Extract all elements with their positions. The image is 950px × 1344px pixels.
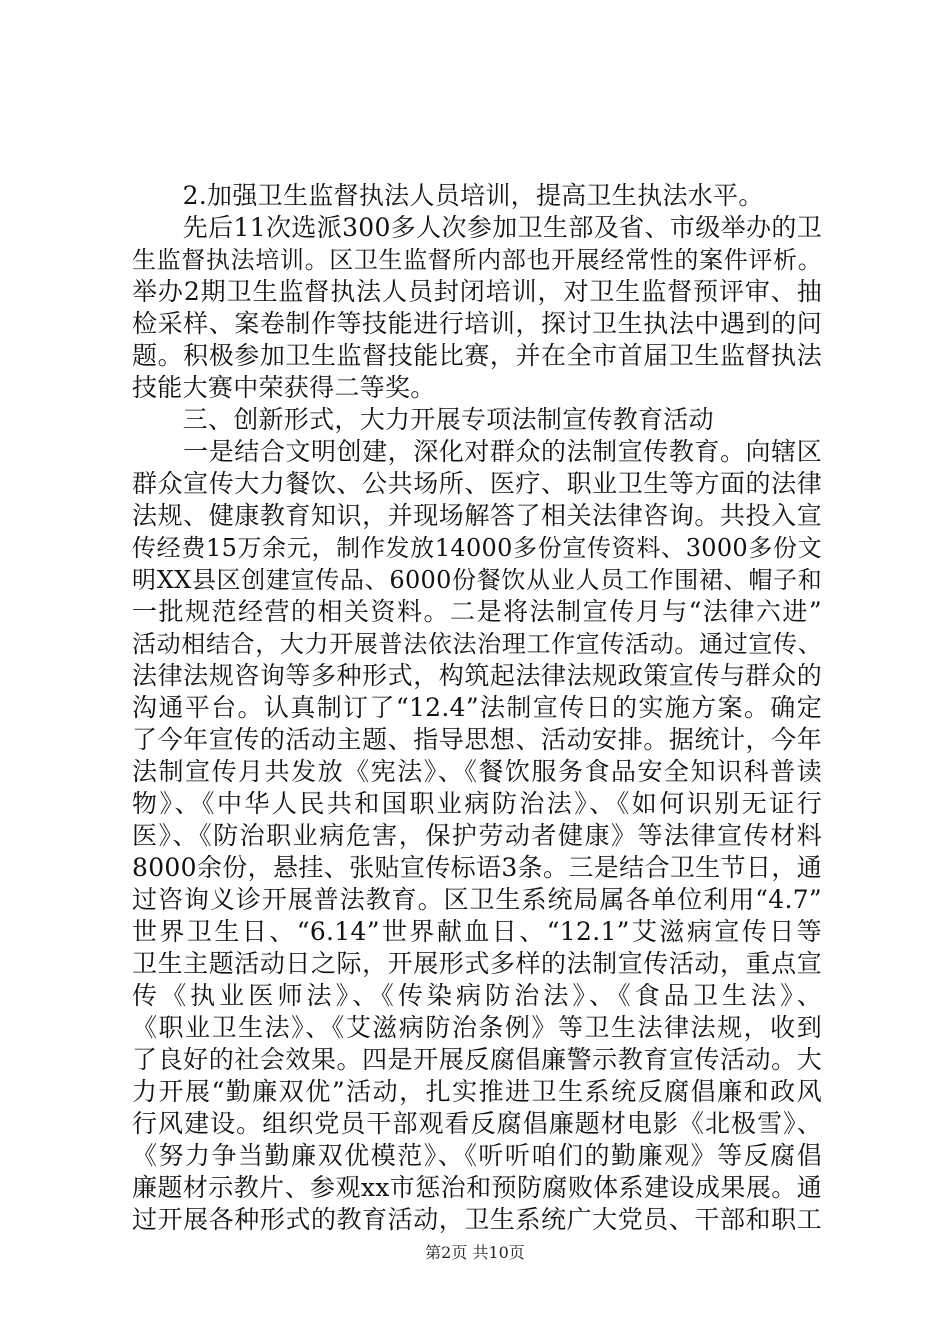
text-line: 过咨询义诊开展普法教育。区卫生系统局属各单位利用“4.7” bbox=[132, 885, 822, 914]
text-line: 检采样、案卷制作等技能进行培训，探讨卫生执法中遇到的问 bbox=[132, 309, 822, 338]
text-line: 《职业卫生法》、《艾滋病防治条例》等卫生法律法规，收到 bbox=[132, 1013, 822, 1042]
text-line: 法规、健康教育知识，并现场解答了相关法律咨询。共投入宣 bbox=[132, 501, 822, 530]
text-line: 生监督执法培训。区卫生监督所内部也开展经常性的案件评析。 bbox=[132, 246, 822, 274]
text-line: 物》、《中华人民共和国职业病防治法》、《如何识别无证行 bbox=[132, 789, 822, 818]
section-heading: 三、创新形式，大力开展专项法制宣传教育活动 bbox=[132, 405, 714, 434]
text-line: 卫生主题活动日之际，开展形式多样的法制宣传活动，重点宣 bbox=[132, 949, 822, 978]
text-line: 廉题材示教片、参观xx市惩治和预防腐败体系建设成果展。通 bbox=[132, 1173, 822, 1202]
text-line: 2.加强卫生监督执法人员培训，提高卫生执法水平。 bbox=[132, 181, 764, 210]
text-line: 过开展各种形式的教育活动，卫生系统广大党员、干部和职工 bbox=[132, 1205, 822, 1234]
text-line: 沟通平台。认真制订了“12.4”法制宣传日的实施方案。确定 bbox=[132, 693, 822, 722]
text-line: 力开展“勤廉双优”活动，扎实推进卫生系统反腐倡廉和政风 bbox=[132, 1077, 822, 1106]
text-line: 了今年宣传的活动主题、指导思想、活动安排。据统计，今年 bbox=[132, 725, 822, 754]
text-line: 先后11次选派300多人次参加卫生部及省、市级举办的卫 bbox=[132, 213, 822, 242]
text-line: 明XX县区创建宣传品、6000份餐饮从业人员工作围裙、帽子和 bbox=[132, 566, 822, 594]
text-line: 法律法规咨询等多种形式，构筑起法律法规政策宣传与群众的 bbox=[132, 661, 822, 690]
text-line: 群众宣传大力餐饮、公共场所、医疗、职业卫生等方面的法律 bbox=[132, 469, 822, 498]
text-line: 行风建设。组织党员干部观看反腐倡廉题材电影《北极雪》、 bbox=[132, 1109, 822, 1138]
text-line: 世界卫生日、“6.14”世界献血日、“12.1”艾滋病宣传日等 bbox=[132, 917, 822, 946]
text-line: 题。积极参加卫生监督技能比赛，并在全市首届卫生监督执法 bbox=[132, 341, 822, 370]
text-line: 《努力争当勤廉双优模范》、《听听咱们的勤廉观》等反腐倡 bbox=[132, 1141, 822, 1170]
text-line: 一是结合文明创建，深化对群众的法制宣传教育。向辖区 bbox=[132, 437, 822, 466]
text-line: 传《执业医师法》、《传染病防治法》、《食品卫生法》、 bbox=[132, 981, 822, 1010]
page-footer: 第2页 共10页 bbox=[425, 1243, 525, 1262]
text-line: 一批规范经营的相关资料。二是将法制宣传月与“法律六进” bbox=[132, 597, 822, 626]
text-line: 医》、《防治职业病危害，保护劳动者健康》等法律宣传材料 bbox=[132, 821, 822, 850]
text-line: 活动相结合，大力开展普法依法治理工作宣传活动。通过宣传、 bbox=[132, 630, 822, 658]
text-line: 了良好的社会效果。四是开展反腐倡廉警示教育宣传活动。大 bbox=[132, 1045, 822, 1074]
text-line: 传经费15万余元，制作发放14000多份宣传资料、3000多份文 bbox=[132, 534, 822, 562]
text-line: 法制宣传月共发放《宪法》、《餐饮服务食品安全知识科普读 bbox=[132, 757, 822, 786]
text-line: 举办2期卫生监督执法人员封闭培训，对卫生监督预评审、抽 bbox=[132, 277, 822, 306]
text-line: 技能大赛中荣获得二等奖。 bbox=[132, 373, 436, 402]
text-line: 8000余份，悬挂、张贴宣传标语3条。三是结合卫生节日，通 bbox=[132, 853, 822, 882]
